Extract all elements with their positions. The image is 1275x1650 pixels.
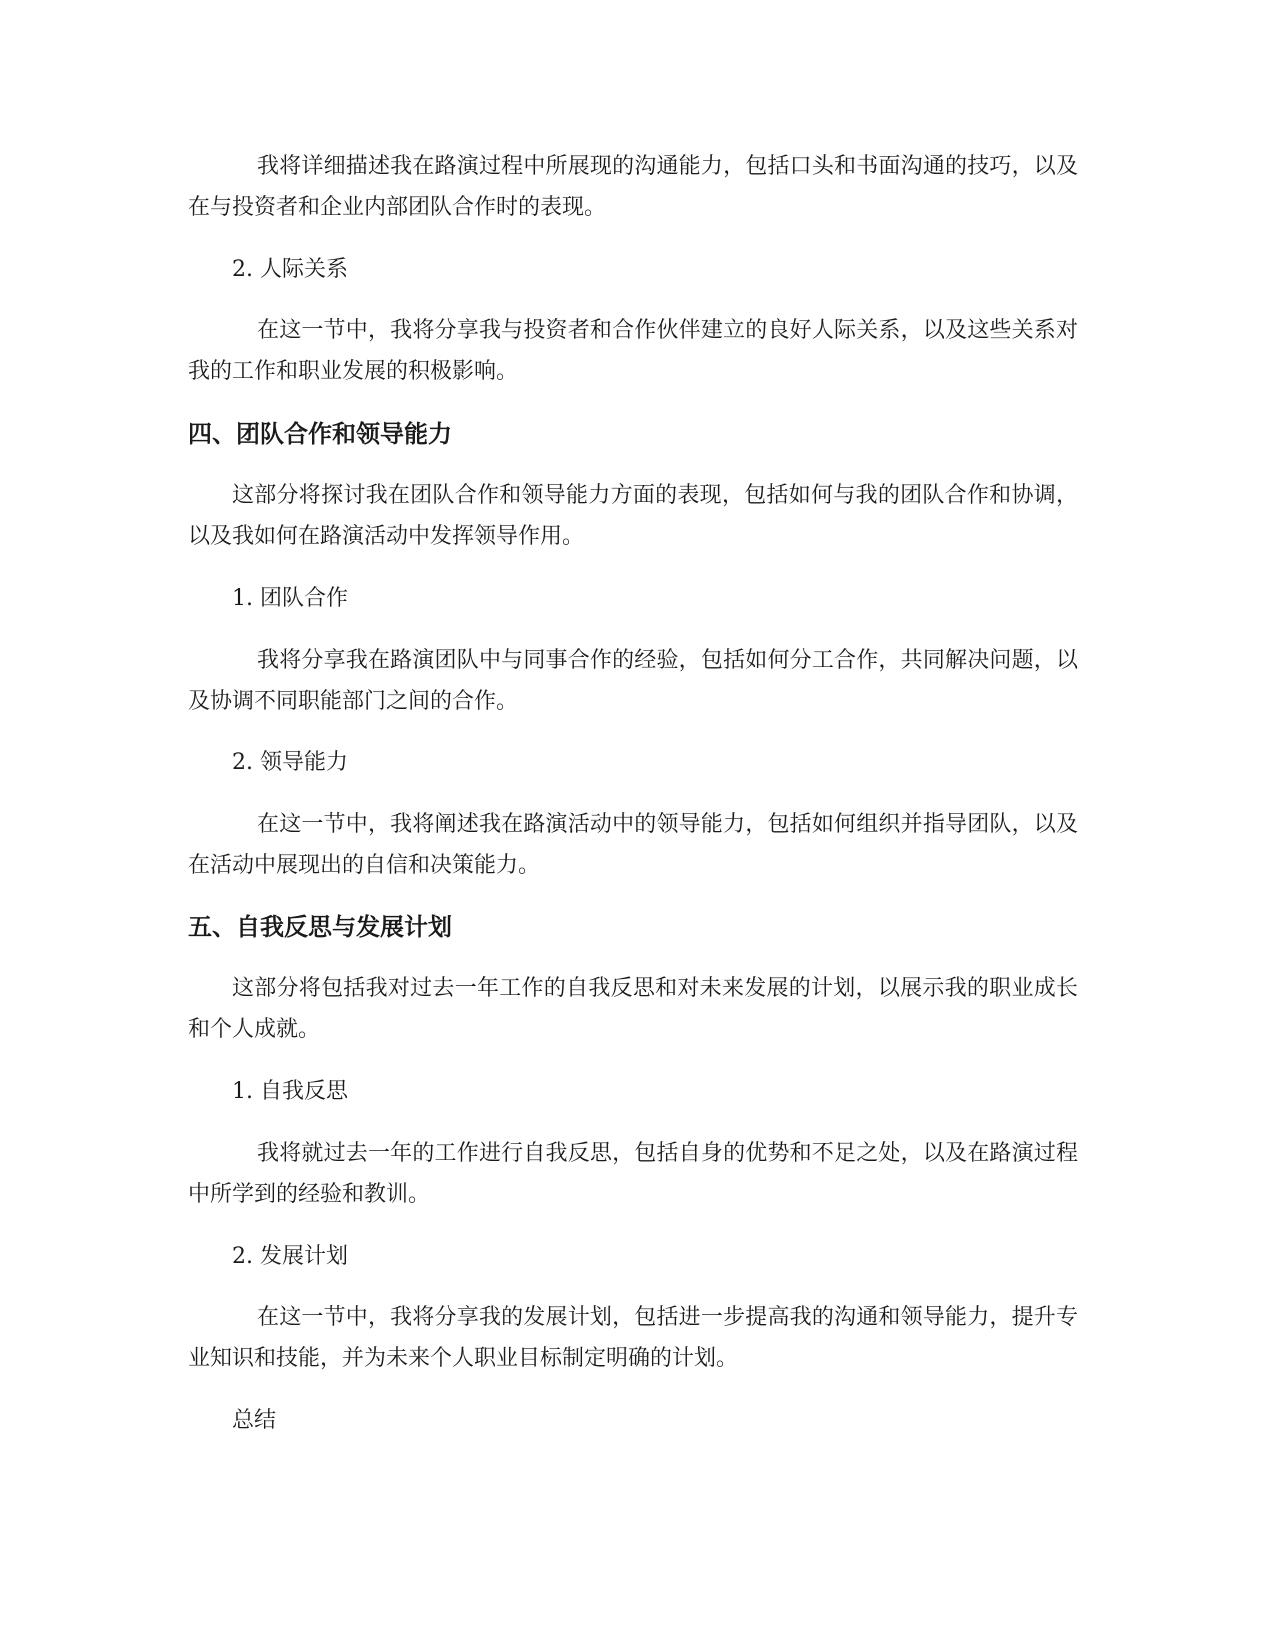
subheading-self-reflection: 1. 自我反思	[232, 1079, 348, 1104]
subheading-development-plan: 2. 发展计划	[232, 1244, 348, 1269]
paragraph-interpersonal-detail: 在这一节中，我将分享我与投资者和合作伙伴建立的良好人际关系，以及这些关系对我的工作和职业发展的积极影响。	[188, 318, 1078, 384]
paragraph-development-plan-detail: 在这一节中，我将分享我的发展计划，包括进一步提高我的沟通和领导能力，提升专业知识和技能，并为未来个人职业目标制定明确的计划。	[188, 1305, 1078, 1371]
subheading-interpersonal: 2. 人际关系	[232, 257, 348, 282]
paragraph-communication-detail: 我将详细描述我在路演过程中所展现的沟通能力，包括口头和书面沟通的技巧，以及在与投资者和企业内部团队合作时的表现。	[188, 154, 1078, 220]
subheading-summary: 总结	[232, 1408, 277, 1433]
paragraph-self-reflection-detail: 我将就过去一年的工作进行自我反思，包括自身的优势和不足之处，以及在路演过程中所学到的经验和教训。	[188, 1141, 1078, 1207]
paragraph-reflection-intro: 这部分将包括我对过去一年工作的自我反思和对未来发展的计划，以展示我的职业成长和个人成就。	[188, 976, 1078, 1042]
paragraph-teamwork-detail: 我将分享我在路演团队中与同事合作的经验，包括如何分工合作，共同解决问题，以及协调不同职能部门之间的合作。	[188, 648, 1078, 714]
subheading-leadership: 2. 领导能力	[232, 750, 348, 775]
section-heading-teamwork-leadership: 四、团队合作和领导能力	[188, 420, 452, 448]
paragraph-leadership-detail: 在这一节中，我将阐述我在路演活动中的领导能力，包括如何组织并指导团队，以及在活动中展现出的自信和决策能力。	[188, 812, 1078, 878]
section-heading-reflection-plan: 五、自我反思与发展计划	[188, 913, 452, 941]
paragraph-teamwork-intro: 这部分将探讨我在团队合作和领导能力方面的表现，包括如何与我的团队合作和协调，以及我如何在路演活动中发挥领导作用。	[188, 483, 1078, 549]
subheading-teamwork: 1. 团队合作	[232, 586, 348, 611]
